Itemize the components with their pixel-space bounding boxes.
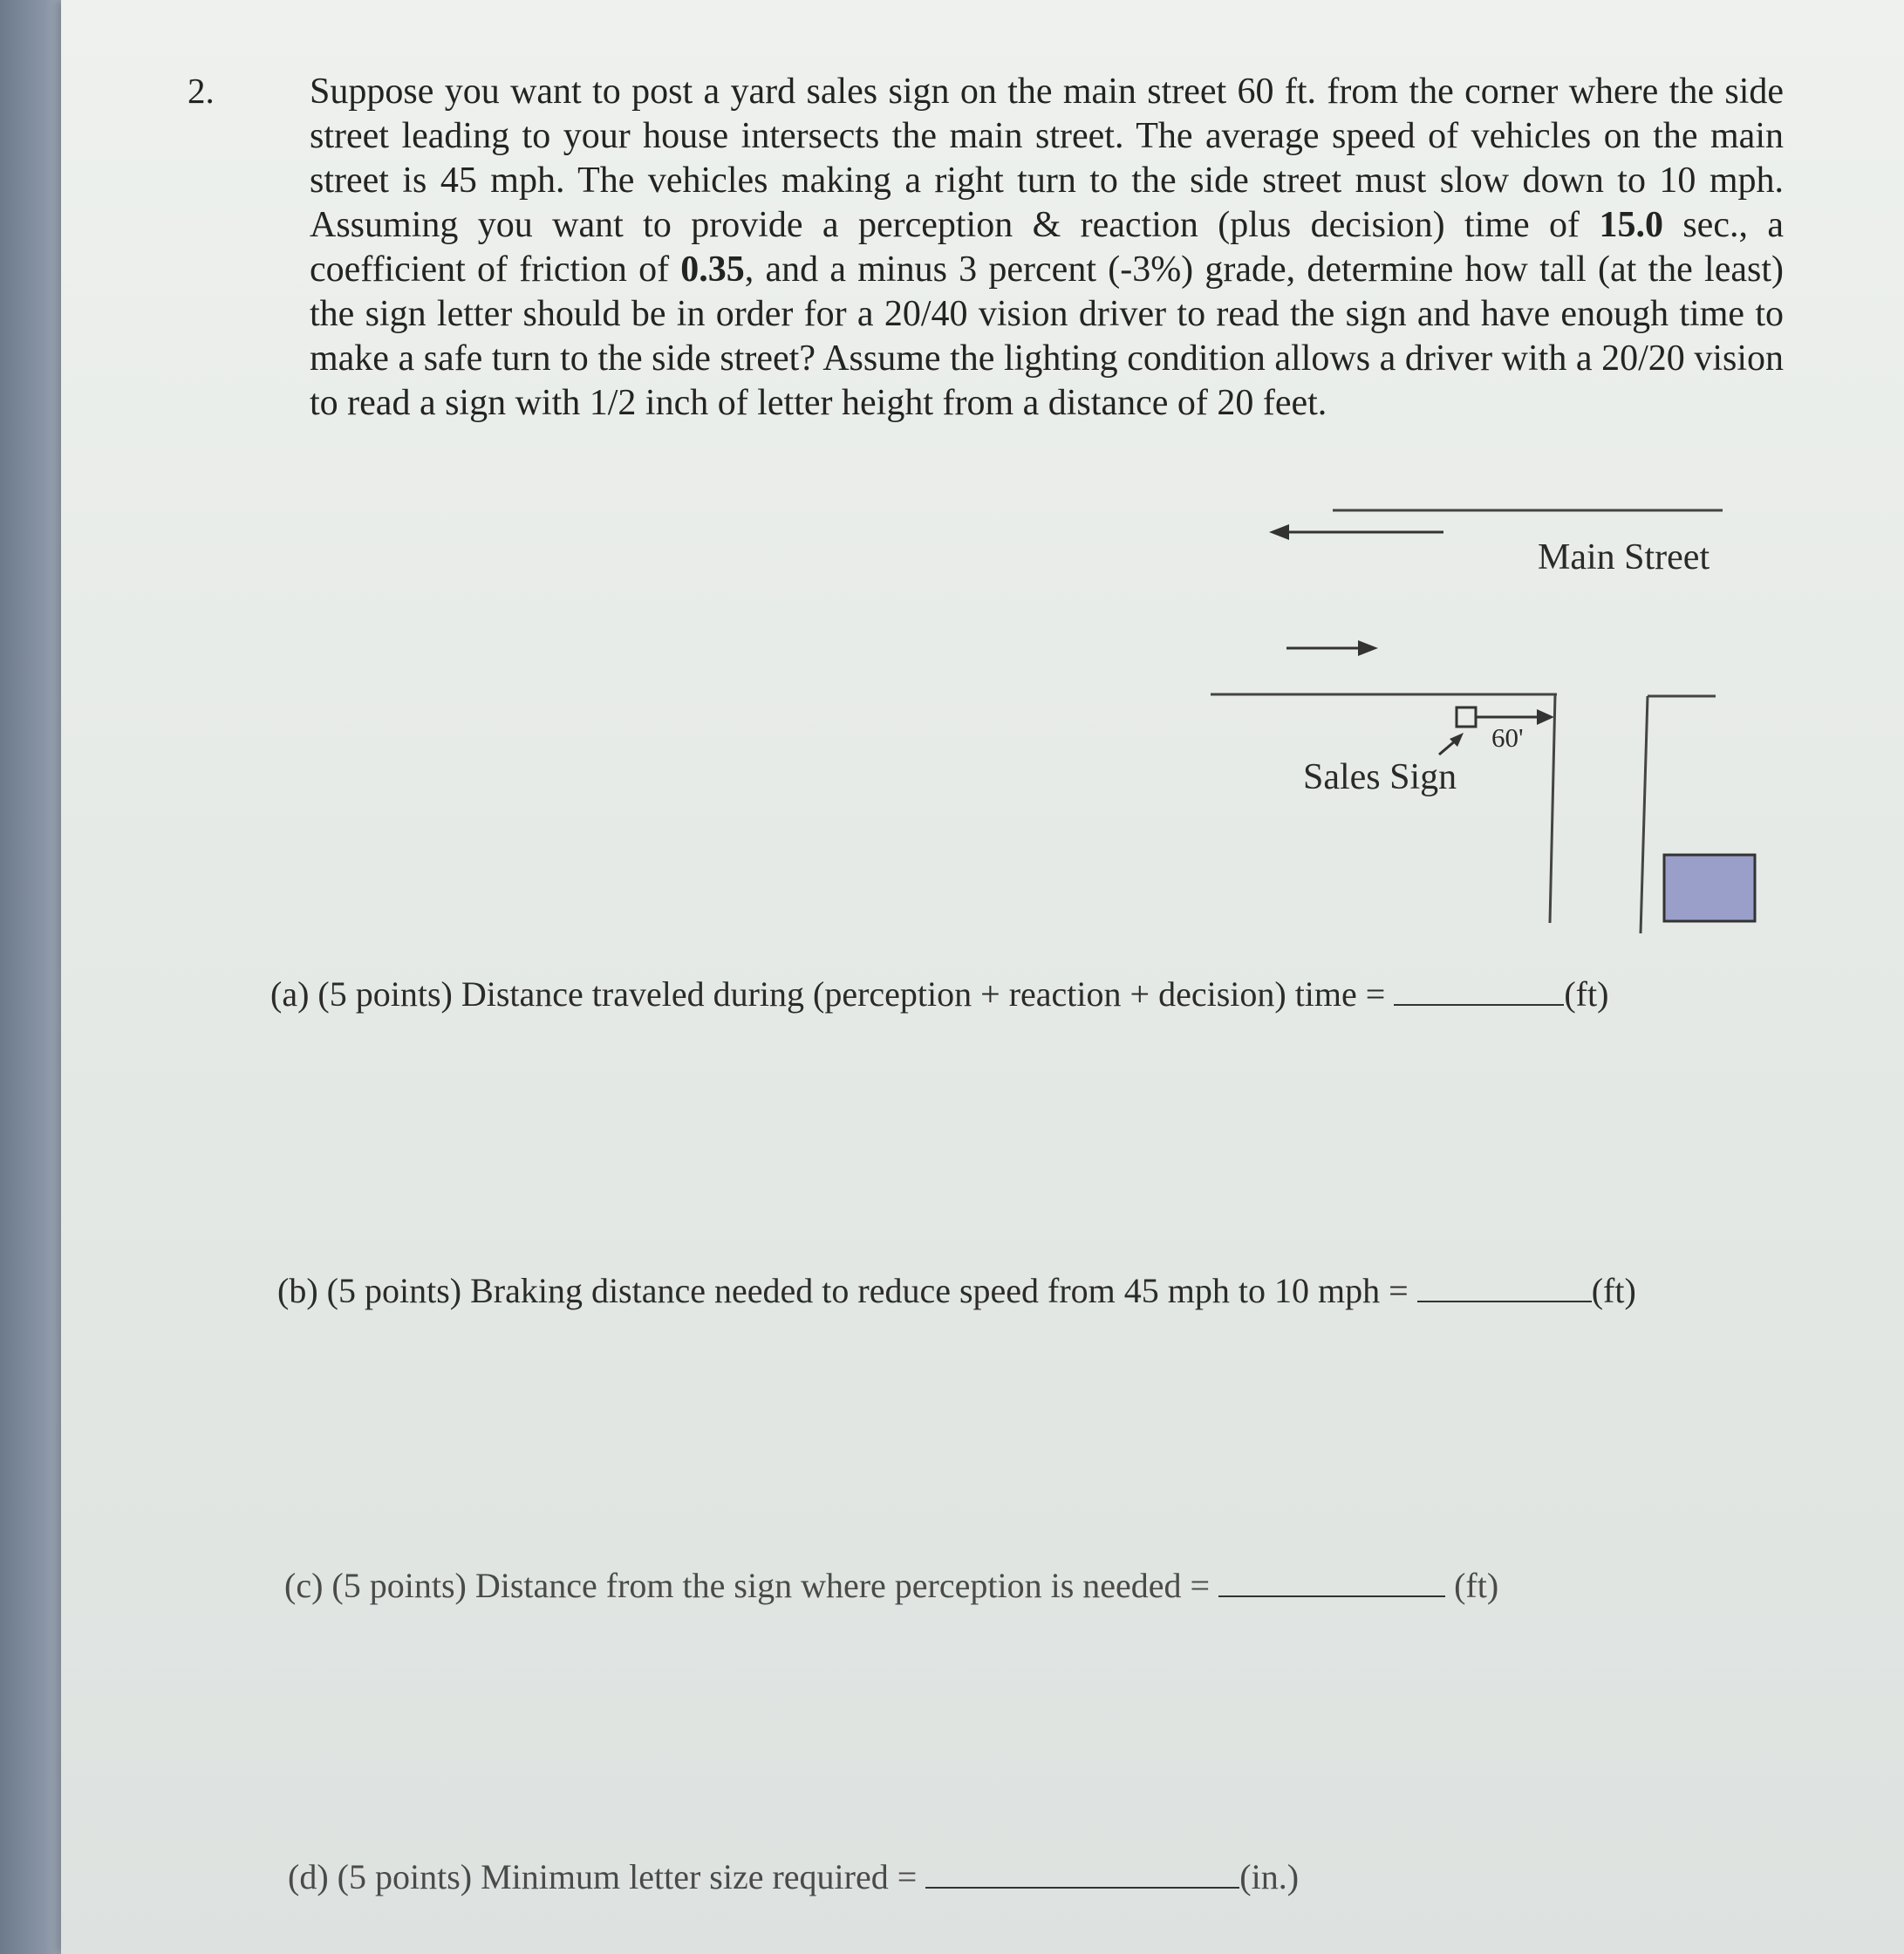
part-d-text: (d) (5 points) Minimum letter size required = — [288, 1857, 918, 1896]
part-d — [288, 1856, 1299, 1897]
house-icon — [1664, 855, 1755, 921]
part-a-text: (a) (5 points) Distance traveled during (perception + reaction + decision) time = — [270, 974, 1386, 1014]
question-text-part-2: sec., a coefficient of friction of — [310, 205, 1784, 290]
part-a-answer-blank[interactable] — [1394, 976, 1564, 1006]
distance-arrow-head — [1537, 709, 1554, 725]
main-street-label: Main Street — [1538, 537, 1710, 577]
sales-sign-icon — [1457, 707, 1476, 727]
part-b-answer-blank[interactable] — [1417, 1273, 1592, 1302]
part-d-answer-blank[interactable] — [925, 1859, 1239, 1889]
part-d-unit: (in.) — [1239, 1857, 1300, 1896]
distance-label: 60' — [1491, 722, 1524, 753]
time-value: 15.0 — [1599, 205, 1663, 245]
side-street-right-edge — [1641, 696, 1648, 933]
sales-sign-label: Sales Sign — [1303, 757, 1457, 797]
part-b-unit: (ft) — [1591, 1271, 1636, 1310]
part-c — [284, 1565, 1498, 1606]
part-a — [270, 974, 1608, 1015]
question-text-part-1: Suppose you want to post a yard sales sign on the main street 60 ft. from the corner where the side street leading to your house intersects the main street. The average speed of vehicles on the main street is 45 mph. The vehicles making a right turn to the side street must slow down to 10 mph. Assuming you want to provide a perception & reaction (plus decision) time of — [310, 72, 1784, 245]
part-b — [277, 1270, 1636, 1311]
part-c-answer-blank[interactable] — [1218, 1568, 1445, 1597]
side-street-left-edge — [1550, 694, 1555, 923]
part-c-text: (c) (5 points) Distance from the sign where perception is needed = — [284, 1566, 1211, 1605]
question-number: 2. — [188, 71, 215, 111]
part-b-text: (b) (5 points) Braking distance needed to reduce speed from 45 mph to 10 mph = — [277, 1271, 1409, 1310]
part-c-unit: (ft) — [1454, 1566, 1499, 1605]
eastbound-arrow-head — [1358, 640, 1378, 656]
friction-value: 0.35 — [680, 249, 745, 290]
part-a-unit: (ft) — [1564, 974, 1609, 1014]
westbound-arrow-head — [1269, 524, 1289, 540]
question-text-part-3: , and a minus 3 percent (-3%) grade, determine how tall (at the least) the sign letter should be in order for a 20/40 vision driver to read the sign and have enough time to make a safe turn to the side street? Assume the lighting condition allows a driver with a 20/20 vision to read a sign with 1/2 inch of letter height from a distance of 20 feet. — [310, 249, 1784, 423]
